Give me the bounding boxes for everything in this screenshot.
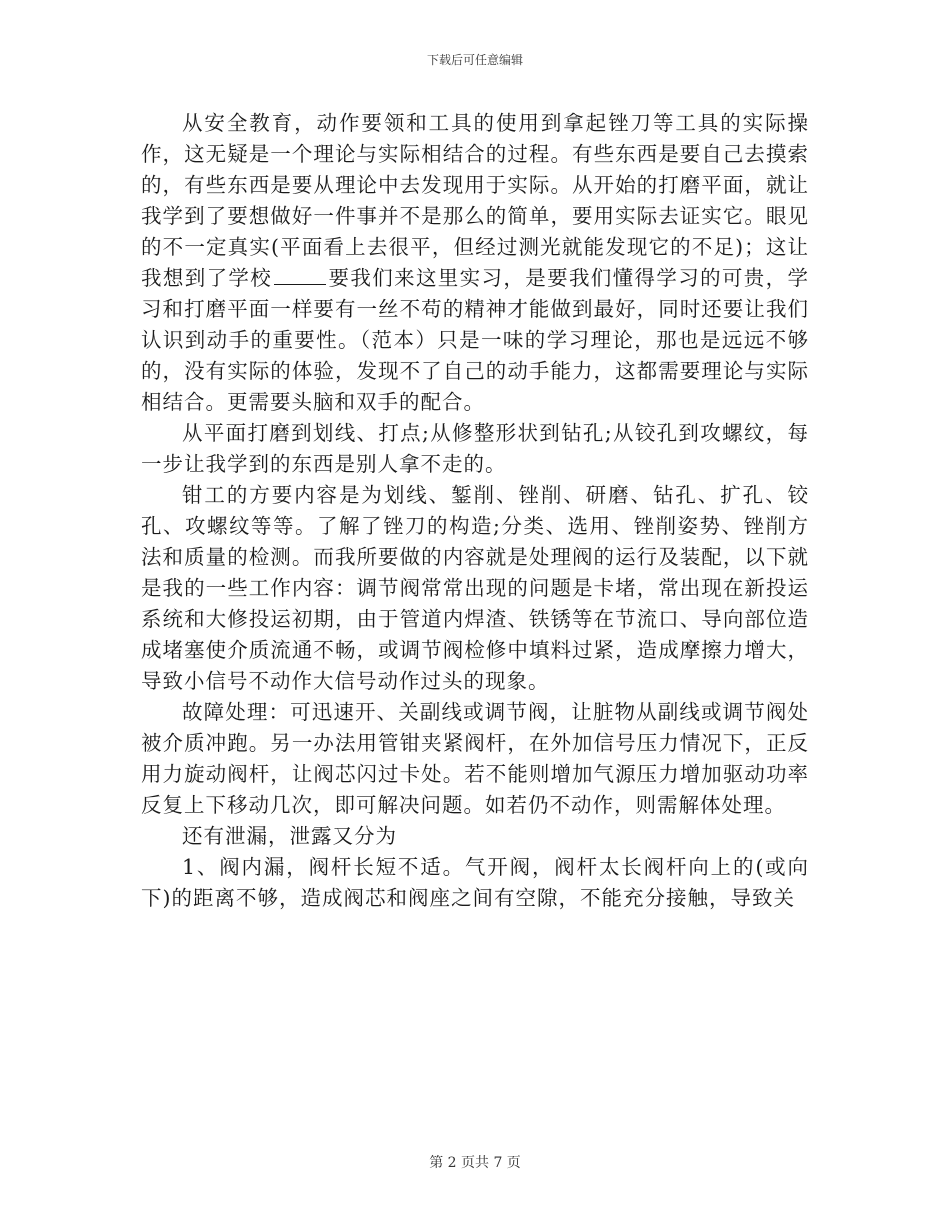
fill-in-blank bbox=[274, 266, 326, 285]
paragraph-process-steps: 从平面打磨到划线、打点;从修整形状到钻孔;从铰孔到攻螺纹，每一步让我学到的东西是别人拿不走的。 bbox=[141, 421, 809, 476]
document-body bbox=[141, 108, 809, 914]
paragraph-fault-handling: 故障处理：可迅速开、关副线或调节阀，让脏物从副线或调节阀处被介质冲跑。另一办法用管钳夹紧阀杆，在外加信号压力情况下，正反用力旋动阀杆，让阀芯闪过卡处。若不能则增加气源压力增加驱动功率反复上下移动几次，即可解决问题。如若仍不动作，则需解体处理。 bbox=[141, 700, 809, 817]
paragraph-safety-education bbox=[141, 108, 809, 418]
paragraph-text: 要我们来这里实习，是要我们懂得学习的可贵，学习和打磨平面一样要有一丝不苟的精神才能做到最好，同时还要让我们认识到动手的重要性。（范本）只是一味的学习理论，那也是远远不够的，没有实际的体验，发现不了自己的动手能力，这都需要理论与实际相结合。更需要头脑和双手的配合。 bbox=[141, 266, 810, 414]
paragraph-internal-leak: 1、阀内漏，阀杆长短不适。气开阀，阀杆太长阀杆向上的(或向下)的距离不够，造成阀芯和阀座之间有空隙，不能充分接触，导致关 bbox=[141, 855, 809, 910]
paragraph-text: 从安全教育，动作要领和工具的使用到拿起锉刀等工具的实际操作，这无疑是一个理论与实际相结合的过程。有些东西是要自己去摸索的，有些东西是要从理论中去发现用于实际。从开始的打磨平面，就让我学到了要想做好一件事并不是那么的简单，要用实际去证实它。眼见的不一定真实(平面看上去很平，但经过测光就能发现它的不足)；这让我想到了学校 bbox=[141, 111, 809, 290]
paragraph-fitter-work: 钳工的方要内容是为划线、錾削、锉削、研磨、钻孔、扩孔、铰孔、攻螺纹等等。了解了锉刀的构造;分类、选用、锉削姿势、锉削方法和质量的检测。而我所要做的内容就是处理阀的运行及装配，以下就是我的一些工作内容：调节阀常常出现的问题是卡堵，常出现在新投运系统和大修投运初期，由于管道内焊渣、铁锈等在节流口、导向部位造成堵塞使介质流通不畅，或调节阀检修中填料过紧，造成摩擦力增大，导致小信号不动作大信号动作过头的现象。 bbox=[141, 483, 809, 693]
page-footer: 第 2 页共 7 页 bbox=[429, 1155, 521, 1171]
page-header: 下载后可任意编辑 bbox=[426, 53, 523, 67]
paragraph-leakage-intro: 还有泄漏，泄露又分为 bbox=[182, 824, 397, 848]
